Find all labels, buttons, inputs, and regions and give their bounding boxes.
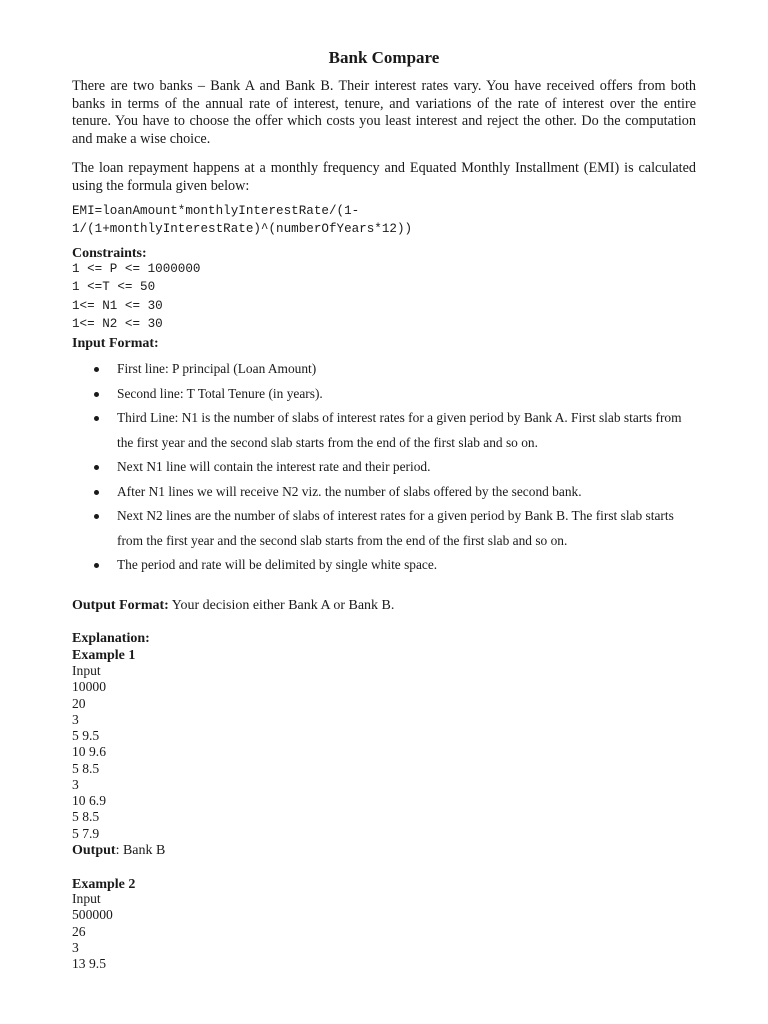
list-item-text: Third Line: N1 is the number of slabs of interest rates for a given period by Bank A. First slab starts from the first year and the second slab starts from the end of the first slab and so on. (117, 410, 682, 450)
list-item-text: The period and rate will be delimited by single white space. (117, 557, 438, 572)
input-line: 13 9.5 (72, 956, 106, 971)
constraints-heading: Constraints: (72, 246, 147, 261)
bullet-icon (94, 392, 99, 397)
input-line: 26 (72, 923, 86, 939)
input-line: 5 8.5 (72, 809, 100, 825)
bullet-icon (94, 563, 99, 568)
constraint-line: 1<= N2 <= 30 (72, 317, 163, 331)
bullet-icon (94, 367, 99, 372)
list-item-text: After N1 lines we will receive N2 viz. the number of slabs offered by the second bank. (117, 483, 582, 499)
explanation-heading: Explanation: (72, 631, 150, 646)
input-line: 10 6.9 (72, 793, 106, 808)
input-line: 5 9.5 (72, 728, 100, 743)
emi-formula: EMI=loanAmount*monthlyInterestRate/(1- 1/(1+monthlyInterestRate)^(numberOfYears*12)) (72, 204, 413, 236)
output-value: : Bank B (115, 843, 166, 858)
bullet-icon (94, 490, 99, 495)
list-item-text: Next N1 line will contain the interest rate and their period. (117, 459, 431, 474)
list-item (72, 406, 696, 455)
input-format-list (72, 357, 696, 578)
example2-heading: Example 2 (72, 877, 136, 892)
input-line: 5 8.5 (72, 760, 100, 776)
input-format-heading: Input Format: (72, 336, 159, 351)
constraint-line: 1 <=T <= 50 (72, 280, 156, 294)
bullet-icon (94, 465, 99, 470)
list-item (72, 382, 696, 407)
input-line: 3 (72, 776, 79, 792)
emi-paragraph: The loan repayment happens at a monthly frequency and Equated Monthly Installment (EMI) is calculated using the formula given below: (72, 160, 696, 194)
page-title: Bank Compare (328, 48, 440, 67)
input-label: Input (72, 663, 101, 678)
input-label: Input (72, 891, 101, 906)
bullet-icon (94, 514, 99, 519)
intro-paragraph: There are two banks – Bank A and Bank B. Their interest rates vary. You have received offers from both banks in terms of the annual rate of interest, tenure, and variations of the rate of interest over the entire tenure. You have to choose the offer which costs you least interest and reject the other. Do the computation and make a wise choice. (72, 78, 696, 147)
list-item (72, 480, 696, 505)
list-item-text: Next N2 lines are the number of slabs of interest rates for a given period by Bank B. The first slab starts from the first year and the second slab starts from the end of the first slab and so on. (117, 508, 674, 548)
list-item (72, 504, 696, 553)
constraint-line: 1<= N1 <= 30 (72, 299, 163, 313)
constraint-line: 1 <= P <= 1000000 (72, 262, 201, 276)
input-line: 10000 (72, 679, 106, 695)
example1-input (72, 663, 106, 842)
list-item-text: First line: P principal (Loan Amount) (117, 361, 317, 376)
example2-input (72, 891, 113, 972)
list-item (72, 553, 696, 578)
output-format (72, 597, 394, 614)
list-item (72, 357, 696, 382)
input-line: 10 9.6 (72, 744, 106, 760)
output-format-text: Your decision either Bank A or Bank B. (168, 598, 395, 613)
output-label: Output (72, 843, 116, 858)
input-line: 5 7.9 (72, 825, 100, 841)
input-line: 20 (72, 695, 86, 711)
output-format-label: Output Format: (72, 598, 169, 613)
input-line: 500000 (72, 907, 113, 923)
example1-output (72, 842, 165, 859)
list-item-text: Second line: T Total Tenure (in years). (117, 385, 323, 401)
input-line: 3 (72, 711, 79, 727)
input-line: 3 (72, 939, 79, 955)
example1-heading: Example 1 (72, 648, 136, 663)
bullet-icon (94, 416, 99, 421)
list-item (72, 455, 696, 480)
